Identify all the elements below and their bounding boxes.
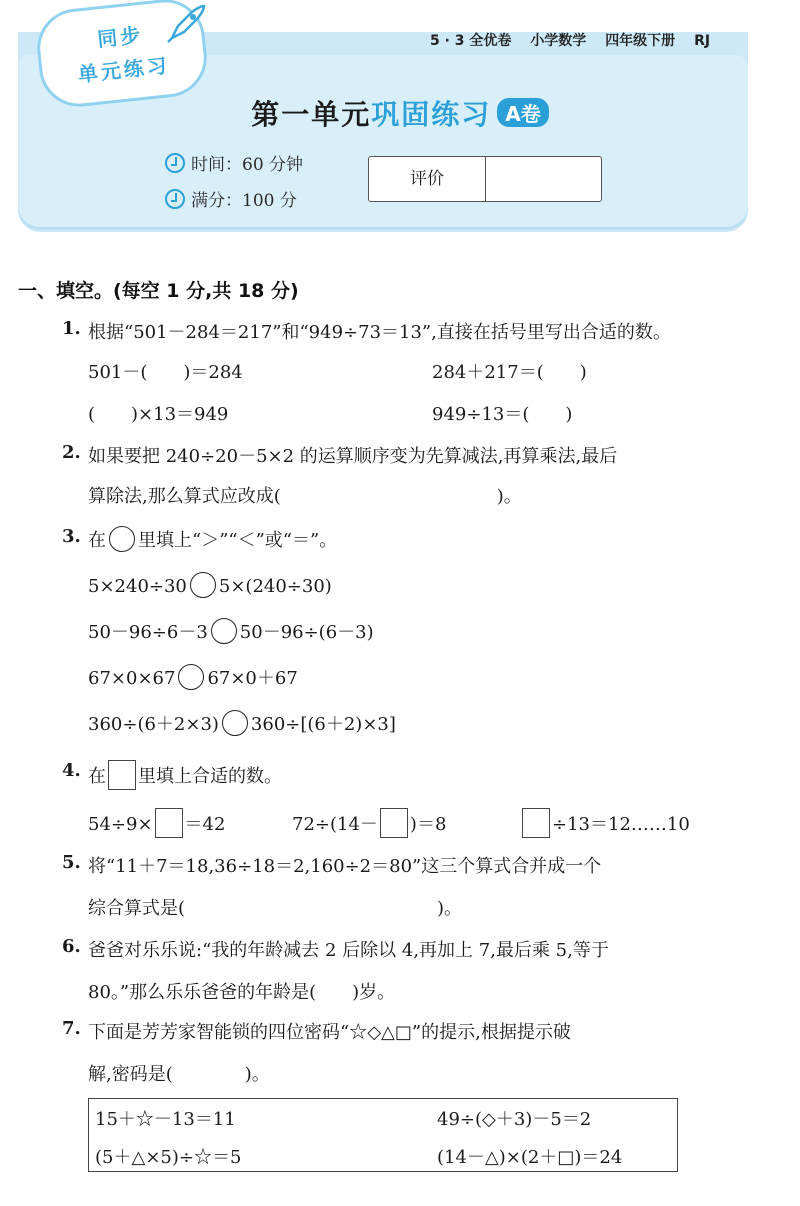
q4-e1-left: 54÷9× bbox=[88, 814, 153, 835]
q4-post: 里填上合适的数。 bbox=[138, 766, 282, 787]
q3-right: 360÷[(6＋2)×3] bbox=[250, 714, 396, 735]
rocket-icon bbox=[164, 2, 208, 46]
book-meta bbox=[430, 30, 760, 52]
title-part-2: 巩固练习 bbox=[371, 98, 492, 131]
compare-circle[interactable] bbox=[178, 664, 204, 690]
question-2-line-1: 如果要把 240÷20－5×2 的运算顺序变为先算减法,再算乘法,最后 bbox=[88, 446, 618, 467]
q4-expr-1 bbox=[88, 808, 225, 838]
q4-e1-right: ＝42 bbox=[184, 814, 226, 835]
grade-label: 四年级下册 bbox=[605, 33, 676, 49]
edition-label: RJ bbox=[694, 33, 711, 49]
q1-expr-a[interactable]: 501－( )＝284 bbox=[88, 362, 243, 383]
question-number: 1. bbox=[62, 318, 81, 339]
answer-box[interactable] bbox=[155, 808, 183, 838]
question-2-line-2[interactable]: 算除法,那么算式应改成( )。 bbox=[88, 486, 522, 507]
section-title: 一、填空。(每空 1 分,共 18 分) bbox=[18, 280, 299, 302]
compare-circle[interactable] bbox=[222, 710, 248, 736]
evaluation-label: 评价 bbox=[369, 157, 486, 201]
subject-label: 小学数学 bbox=[530, 33, 587, 49]
score-info bbox=[165, 186, 297, 211]
q3-left: 67×0×67 bbox=[88, 668, 176, 689]
q4-expr-2 bbox=[292, 808, 446, 838]
question-5-line-1: 将“11＋7＝18,36÷18＝2,160÷2＝80”这三个算式合并成一个 bbox=[88, 856, 602, 877]
square-blank-icon bbox=[108, 760, 136, 790]
q4-e2-right: )＝8 bbox=[409, 814, 447, 835]
badge-line-2: 单元练习 bbox=[76, 53, 171, 87]
title-part-1: 第一单元 bbox=[251, 98, 372, 131]
clock-icon bbox=[165, 153, 185, 173]
check-icon bbox=[165, 189, 185, 209]
question-4-text bbox=[88, 760, 282, 790]
circle-blank-icon bbox=[109, 526, 135, 552]
q1-expr-c[interactable]: ( )×13＝949 bbox=[88, 404, 229, 425]
hint-cell: 49÷(◇＋3)－5＝2 bbox=[437, 1109, 592, 1130]
q3-left: 5×240÷30 bbox=[88, 576, 187, 597]
q3-row bbox=[88, 664, 298, 690]
q3-right: 67×0＋67 bbox=[207, 668, 298, 689]
hint-cell: (5＋△×5)÷☆＝5 bbox=[95, 1147, 242, 1168]
compare-circle[interactable] bbox=[211, 618, 237, 644]
question-1-text: 根据“501－284＝217”和“949÷73＝13”,直接在括号里写出合适的数。 bbox=[88, 322, 671, 343]
hint-cell: (14－△)×(2＋□)＝24 bbox=[437, 1147, 623, 1168]
q4-e2-left: 72÷(14－ bbox=[292, 814, 378, 835]
q3-left: 50－96÷6－3 bbox=[88, 622, 208, 643]
q3-left: 360÷(6＋2×3) bbox=[88, 714, 219, 735]
q3-row bbox=[88, 618, 374, 644]
q3-row bbox=[88, 572, 332, 598]
series-label: 5 · 3 全优卷 bbox=[430, 33, 512, 49]
question-6-line-2[interactable]: 80。”那么乐乐爸爸的年龄是( )岁。 bbox=[88, 982, 396, 1003]
answer-box[interactable] bbox=[380, 808, 408, 838]
q3-right: 5×(240÷30) bbox=[218, 576, 332, 597]
q3-pre: 在 bbox=[88, 530, 106, 551]
question-number: 2. bbox=[62, 442, 81, 463]
question-7-line-2[interactable]: 解,密码是( )。 bbox=[88, 1064, 270, 1085]
q3-row bbox=[88, 710, 396, 736]
badge-line-1: 同步 bbox=[96, 22, 145, 52]
question-3-text bbox=[88, 526, 337, 552]
question-6-line-1: 爸爸对乐乐说:“我的年龄减去 2 后除以 4,再加上 7,最后乘 5,等于 bbox=[88, 940, 609, 961]
question-number: 7. bbox=[62, 1018, 81, 1039]
hint-cell: 15＋☆－13＝11 bbox=[95, 1109, 236, 1130]
question-number: 3. bbox=[62, 526, 81, 547]
q4-expr-3 bbox=[520, 808, 690, 838]
paper-tag: A卷 bbox=[497, 98, 548, 127]
page-title bbox=[0, 93, 800, 133]
question-7-line-1: 下面是芳芳家智能锁的四位密码“☆◇△□”的提示,根据提示破 bbox=[88, 1022, 571, 1043]
evaluation-field[interactable] bbox=[486, 157, 601, 201]
q3-post: 里填上“＞”“＜”或“＝”。 bbox=[138, 530, 338, 551]
q4-pre: 在 bbox=[88, 766, 106, 787]
compare-circle[interactable] bbox=[190, 572, 216, 598]
score-text: 满分：100 分 bbox=[191, 191, 297, 211]
answer-box[interactable] bbox=[522, 808, 550, 838]
q4-e3-right: ÷13＝12……10 bbox=[552, 814, 690, 835]
question-5-line-2[interactable]: 综合算式是( )。 bbox=[88, 898, 463, 919]
time-info bbox=[165, 150, 303, 175]
q1-expr-d[interactable]: 949÷13＝( ) bbox=[432, 404, 573, 425]
question-number: 4. bbox=[62, 760, 81, 781]
question-number: 5. bbox=[62, 852, 81, 873]
evaluation-box bbox=[368, 156, 602, 202]
hint-table bbox=[88, 1098, 678, 1172]
q3-right: 50－96÷(6－3) bbox=[239, 622, 374, 643]
q1-expr-b[interactable]: 284＋217＝( ) bbox=[432, 362, 587, 383]
time-text: 时间：60 分钟 bbox=[191, 155, 304, 175]
question-number: 6. bbox=[62, 936, 81, 957]
